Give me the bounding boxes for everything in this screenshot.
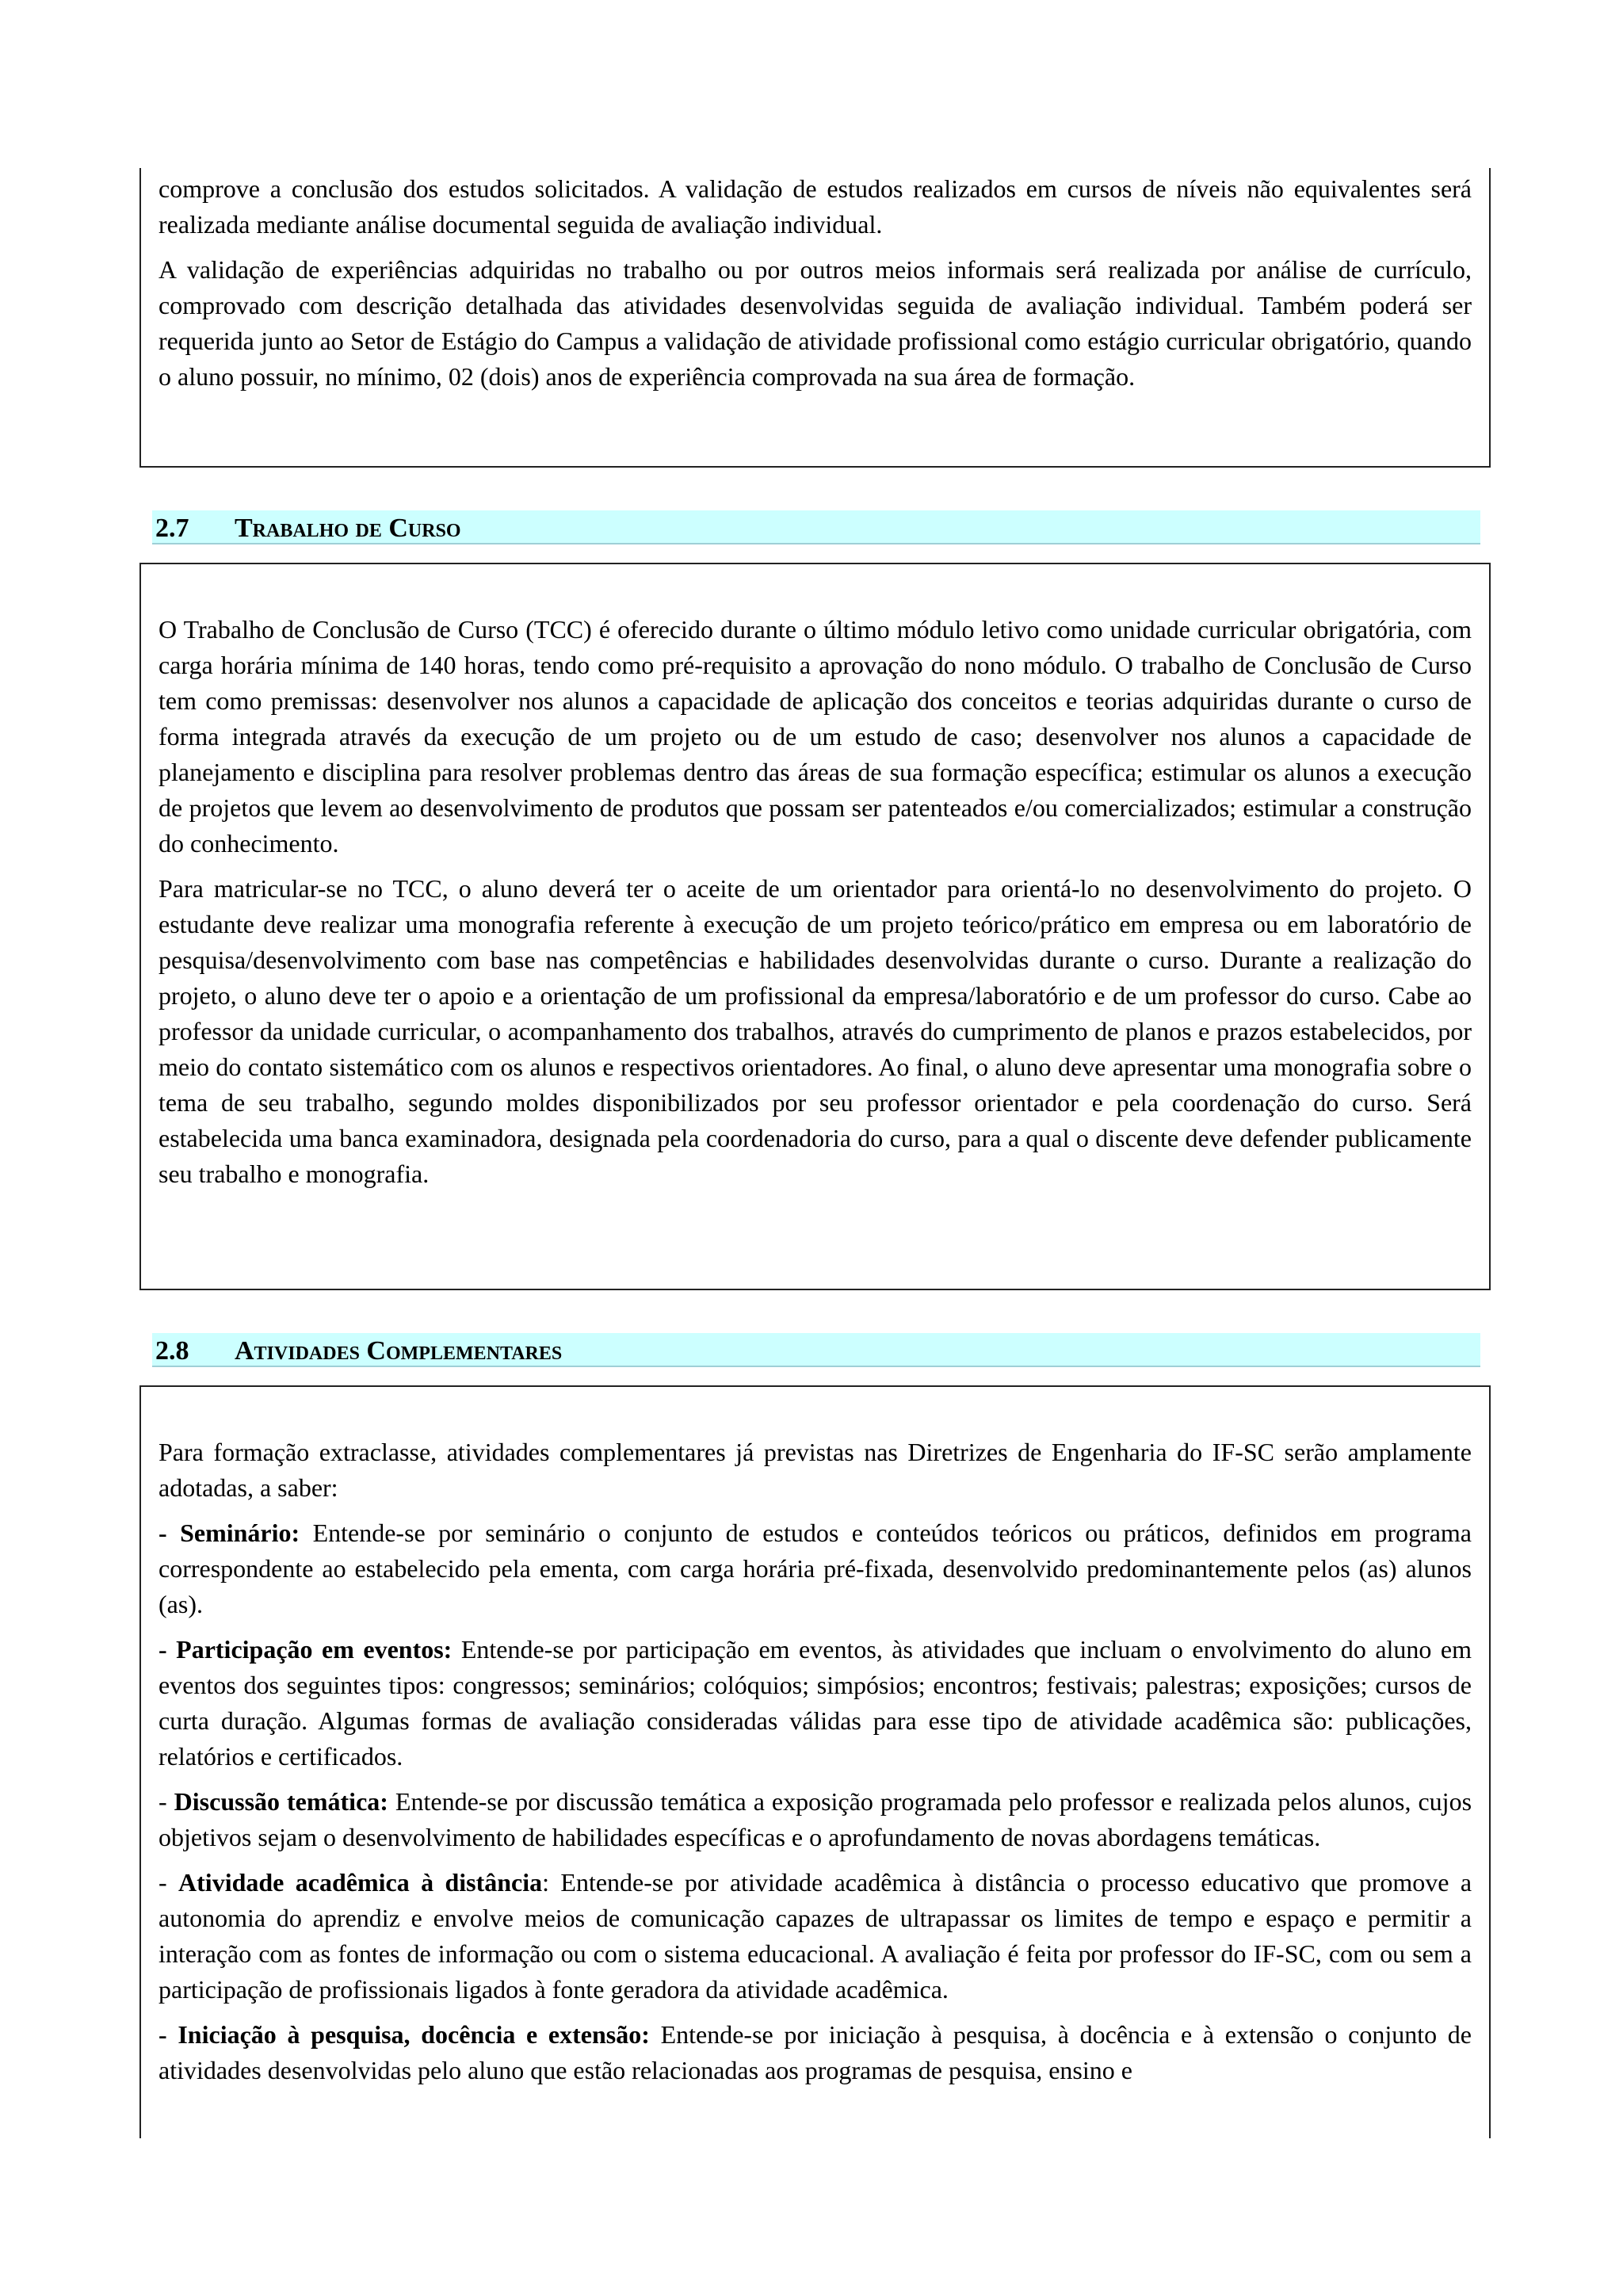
section-heading-2-8: [152, 1333, 1480, 1367]
section-2-8-box: [139, 1385, 1491, 2138]
activity-item-iniciacao: [158, 2017, 1472, 2088]
activity-item-discussao: [158, 1784, 1472, 1855]
item-term: Discussão temática:: [174, 1787, 388, 1816]
item-text: Entende-se por participação em eventos, às atividades que incluam o envolvimento do aluno em eventos dos seguintes tipos: congressos; seminários; colóquios; simpósios; encontros; festivais; palestras; exposições; cursos de curta duração. Algumas formas de avaliação consideradas válidas para esse tipo de atividade acadêmica são: publicações, relatórios e certificados.: [158, 1635, 1472, 1771]
section-title: Trabalho de Curso: [235, 514, 461, 543]
paragraph: Para matricular-se no TCC, o aluno deverá ter o aceite de um orientador para orientá-lo no desenvolvimento do projeto. O estudante deve realizar uma monografia referente à execução de um projeto teórico/prático em empresa ou em laboratório de pesquisa/desenvolvimento com base nas competências e habilidades desenvolvidas durante o curso. Durante a realização do projeto, o aluno deve ter o apoio e a orientação de um profissional da empresa/laboratório e de um professor do curso. Cabe ao professor da unidade curricular, o acompanhamento dos trabalhos, através do cumprimento de planos e prazos estabelecidos, por meio do contato sistemático com os alunos e respectivos orientadores. Ao final, o aluno deve apresentar uma monografia sobre o tema de seu trabalho, segundo moldes disponibilizados por seu professor orientador e pela coordenação do curso. Será estabelecida uma banca examinadora, designada pela coordenadoria do curso, para a qual o discente deve defender publicamente seu trabalho e monografia.: [158, 874, 1472, 1188]
section-2-7-box: [139, 563, 1491, 1290]
paragraph-intro: Para formação extraclasse, atividades complementares já previstas nas Diretrizes de Engenharia do IF-SC serão amplamente adotadas, a saber:: [158, 1438, 1472, 1502]
activity-item-seminario: [158, 1515, 1472, 1622]
paragraph: A validação de experiências adquiridas no trabalho ou por outros meios informais será realizada por análise de currículo, comprovado com descrição detalhada das atividades desenvolvidas seguida de avaliação individual. Também poderá ser requerida junto ao Setor de Estágio do Campus a validação de atividade profissional como estágio curricular obrigatório, quando o aluno possuir, no mínimo, 02 (dois) anos de experiência comprovada na sua área de formação.: [158, 255, 1472, 391]
section-number: 2.7: [155, 514, 189, 543]
activity-item-eventos: [158, 1632, 1472, 1775]
section-title: Atividades Complementares: [235, 1336, 563, 1366]
section-number: 2.8: [155, 1336, 189, 1366]
item-text: Entende-se por discussão temática a exposição programada pelo professor e realizada pelos alunos, cujos objetivos sejam o desenvolvimento de habilidades específicas e o aprofundamento de novas abordagens temáticas.: [158, 1787, 1472, 1851]
paragraph: comprove a conclusão dos estudos solicitados. A validação de estudos realizados em cursos de níveis não equivalentes será realizada mediante análise documental seguida de avaliação individual.: [158, 174, 1472, 239]
item-prefix: -: [158, 1787, 174, 1816]
section-heading-2-7: [152, 510, 1480, 544]
activity-item-distancia: [158, 1865, 1472, 2008]
item-text: Entende-se por seminário o conjunto de estudos e conteúdos teóricos ou práticos, definidos em programa correspondente ao estabelecido pela ementa, com carga horária pré-fixada, desenvolvido predominantemente pelos (as) alunos (as).: [158, 1519, 1472, 1618]
item-term: - Seminário:: [158, 1519, 300, 1547]
item-text: : Entende-se por atividade acadêmica à distância o processo educativo que promove a autonomia do aprendiz e envolve meios de comunicação capazes de ultrapassar os limites de tempo e espaço e permitir a interação com as fontes de informação ou com o sistema educacional. A avaliação é feita por professor do IF-SC, com ou sem a participação de profissionais ligados à fonte geradora da atividade acadêmica.: [158, 1868, 1472, 2004]
previous-section-box: [139, 168, 1491, 468]
item-text: Entende-se por iniciação à pesquisa, à docência e à extensão o conjunto de atividades desenvolvidas pelo aluno que estão relacionadas aos programas de pesquisa, ensino e: [158, 2020, 1472, 2084]
item-term: - Participação em eventos:: [158, 1635, 453, 1664]
item-term: Atividade acadêmica à distância: [178, 1868, 543, 1897]
paragraph: O Trabalho de Conclusão de Curso (TCC) é oferecido durante o último módulo letivo como unidade curricular obrigatória, com carga horária mínima de 140 horas, tendo como pré-requisito a aprovação do nono módulo. O trabalho de Conclusão de Curso tem como premissas: desenvolver nos alunos a capacidade de aplicação dos conceitos e teorias adquiridas durante o curso de forma integrada através da execução de um projeto ou de um estudo de caso; desenvolver nos alunos a capacidade de planejamento e disciplina para resolver problemas dentro das áreas de sua formação específica; estimular os alunos a execução de projetos que levem ao desenvolvimento de produtos que possam ser patenteados e/ou comercializados; estimular a construção do conhecimento.: [158, 615, 1472, 858]
item-term: - Iniciação à pesquisa, docência e extensão:: [158, 2020, 650, 2049]
item-prefix: -: [158, 1868, 179, 1897]
